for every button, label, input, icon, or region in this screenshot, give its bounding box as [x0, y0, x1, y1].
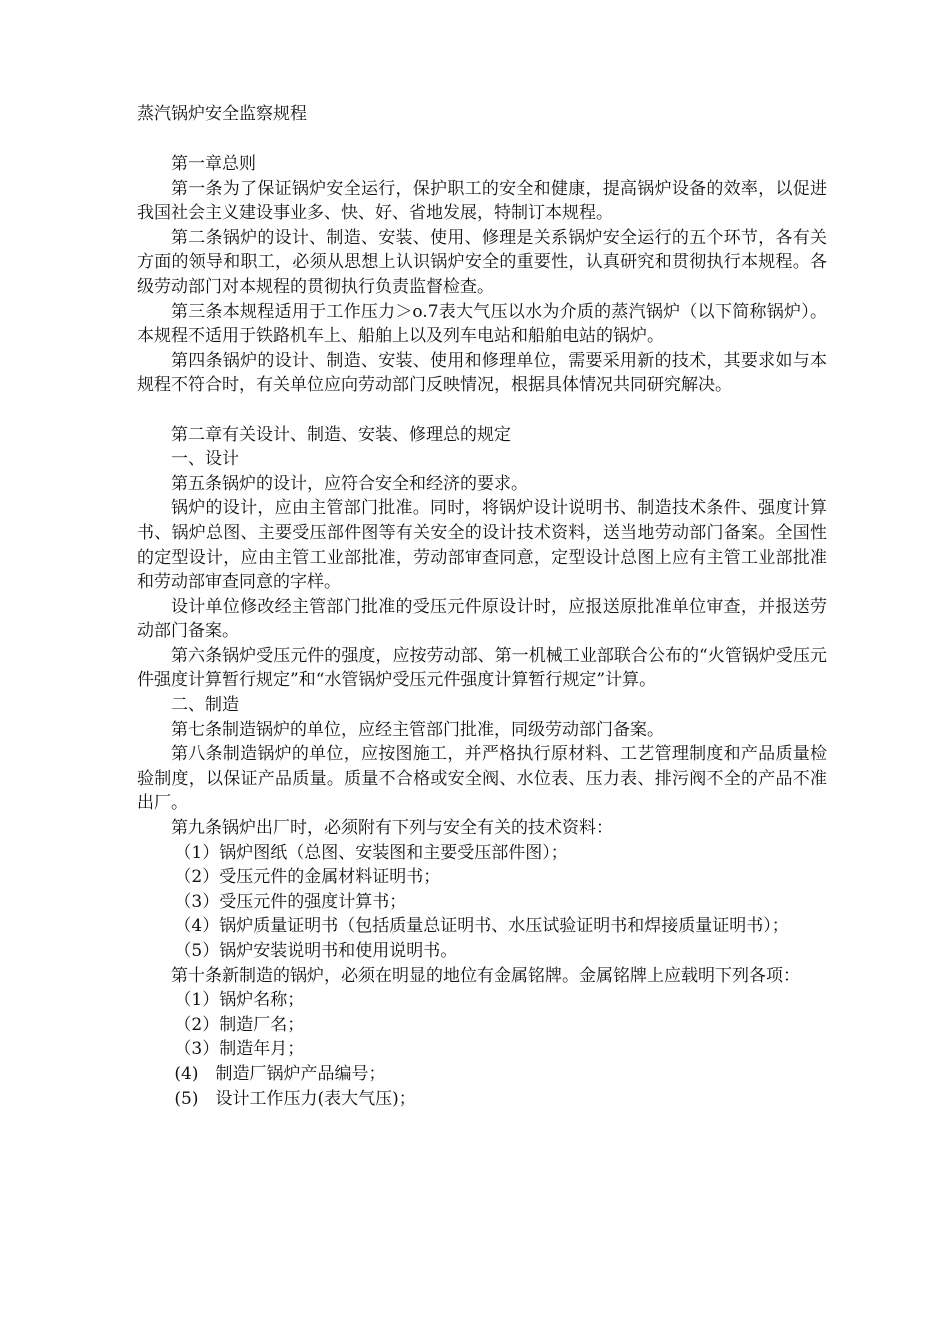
- section-manufacture-heading: 二、制造: [171, 695, 239, 716]
- blank-line: [137, 398, 827, 423]
- design-modification-paragraph: 设计单位修改经主管部门批准的受压元件原设计时，应报送原批准单位审查，并报送劳动部门备案。: [137, 596, 827, 642]
- article-8: 第八条制造锅炉的单位，应按图施工，并严格执行原材料、工艺管理制度和产品质量检验制度，以保证产品质量。质量不合格或安全阀、水位表、压力表、排污阀不全的产品不准出厂。: [137, 744, 827, 814]
- design-approval-paragraph: 锅炉的设计，应由主管部门批准。同时，将锅炉设计说明书、制造技术条件、强度计算书、锅炉总图、主要受压部件图等有关安全的设计技术资料，送当地劳动部门备案。全国性的定型设计，应由主管工业部批准，劳动部审查同意，定型设计总图上应有主管工业部批准和劳动部审查同意的字样。: [137, 498, 827, 593]
- article-10-item-4: (4) 制造厂锅炉产品编号；: [174, 1063, 386, 1084]
- article-1: 第一条为了保证锅炉安全运行，保护职工的安全和健康，提高锅炉设备的效率，以促进我国社会主义建设事业多、快、好、省地发展，特制订本规程。: [137, 178, 827, 224]
- article-10-item-1: （1）锅炉名称；: [174, 990, 305, 1011]
- article-2: 第二条锅炉的设计、制造、安装、使用、修理是关系锅炉安全运行的五个环节，各有关方面的领导和职工，必须从思想上认识锅炉安全的重要性，认真研究和贯彻执行本规程。各级劳动部门对本规程的贯彻执行负责监督检查。: [137, 227, 827, 297]
- article-4: 第四条锅炉的设计、制造、安装、使用和修理单位，需要采用新的技术，其要求如与本规程不符合时，有关单位应向劳动部门反映情况，根据具体情况共同研究解决。: [137, 350, 827, 396]
- article-10-item-5: (5) 设计工作压力(表大气压)；: [174, 1088, 416, 1109]
- article-6: 第六条锅炉受压元件的强度，应按劳动部、第一机械工业部联合公布的“火管锅炉受压元件强度计算暂行规定”和“水管锅炉受压元件强度计算暂行规定”计算。: [137, 645, 827, 691]
- article-9-item-4: （4）锅炉质量证明书（包括质量总证明书、水压试验证明书和焊接质量证明书）；: [174, 916, 789, 937]
- article-5: 第五条锅炉的设计，应符合安全和经济的要求。: [171, 473, 528, 494]
- article-9-item-2: （2）受压元件的金属材料证明书；: [174, 867, 441, 888]
- article-9-item-1: （1）锅炉图纸（总图、安装图和主要受压部件图）；: [174, 842, 568, 863]
- chapter-1-heading: 第一章总则: [171, 154, 256, 174]
- article-10-item-2: （2）制造厂名；: [174, 1014, 305, 1035]
- article-9-item-3: （3）受压元件的强度计算书；: [174, 891, 407, 912]
- article-10: 第十条新制造的锅炉，必须在明显的地位有金属铭牌。金属铭牌上应载明下列各项：: [171, 965, 800, 986]
- document-page: [137, 100, 827, 1111]
- document-title: 蒸汽锅炉安全监察规程: [137, 104, 307, 124]
- article-9-item-5: （5）锅炉安装说明书和使用说明书。: [174, 941, 458, 961]
- article-7: 第七条制造锅炉的单位，应经主管部门批准，同级劳动部门备案。: [171, 719, 664, 740]
- article-10-item-3: （3）制造年月；: [174, 1039, 305, 1060]
- article-9: 第九条锅炉出厂时，必须附有下列与安全有关的技术资料：: [171, 818, 613, 839]
- article-3: 第三条本规程适用于工作压力＞o.7表大气压以水为介质的蒸汽锅炉（以下简称锅炉）。本规程不适用于铁路机车上、船舶上以及列车电站和船舶电站的锅炉。: [137, 301, 827, 347]
- chapter-2-heading: 第二章有关设计、制造、安装、修理总的规定: [171, 424, 511, 445]
- section-design-heading: 一、设计: [171, 449, 239, 470]
